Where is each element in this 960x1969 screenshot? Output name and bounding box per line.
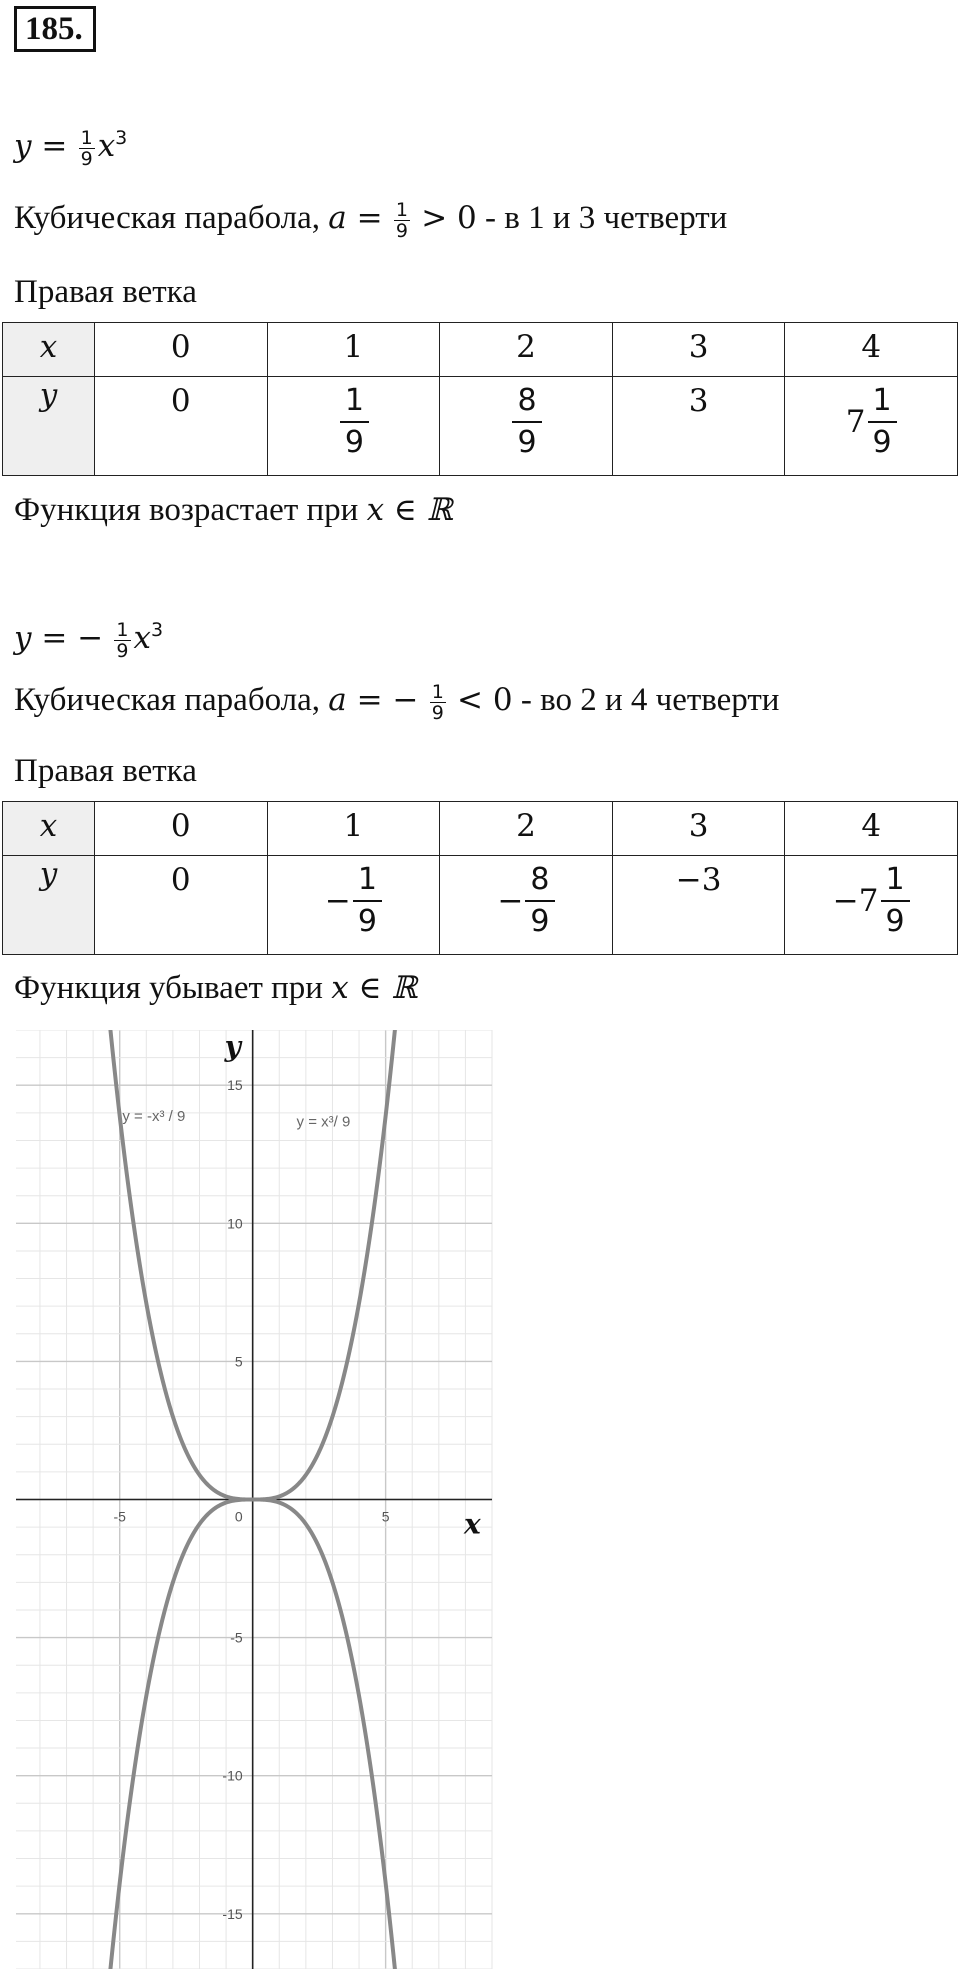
y-header: y (3, 377, 95, 476)
x-value-cell: 2 (440, 802, 613, 856)
formula-1: y = $\frac{1}{9}$ $x^3$ (14, 126, 128, 170)
table-row-x (3, 323, 958, 377)
table-row-x (3, 802, 958, 856)
y-value-cell: − 1 9 (267, 856, 440, 955)
conclusion-1: Функция возрастает при x ∈ ℝ (14, 492, 453, 528)
series-label-1: y = x³/ 9 (296, 1113, 351, 1131)
description-2: Кубическая парабола, a = − $\frac{1}{9}$ < 0 - во 2 и 4 четверти (14, 680, 780, 724)
branch-label-2: Правая ветка (14, 753, 197, 789)
y-tick-label: 15 (227, 1077, 243, 1094)
y-tick-label: -10 (222, 1767, 243, 1784)
x-value-cell: 3 (612, 323, 785, 377)
y-header: y (3, 856, 95, 955)
formula-2: y = − $\frac{1}{9}$ $x^3$ (14, 618, 164, 662)
x-value-cell: 4 (785, 323, 958, 377)
origin-label: 0 (234, 1508, 243, 1525)
y-value-cell: 7 1 9 (785, 377, 958, 476)
x-tick-label: -5 (113, 1508, 126, 1525)
y-tick-label: 5 (234, 1353, 243, 1370)
series-label-2: y = -x³ / 9 (122, 1108, 186, 1126)
y-tick-label: -5 (230, 1629, 243, 1646)
y-tick-label: -15 (222, 1905, 243, 1922)
x-value-cell: 4 (785, 802, 958, 856)
y-value-cell: 0 (95, 377, 268, 476)
x-value-cell: 0 (95, 323, 268, 377)
description-1: Кубическая парабола, a = $\frac{1}{9}$ > 0 - в 1 и 3 четверти (14, 198, 728, 242)
branch-label-1: Правая ветка (14, 274, 197, 310)
y-value-cell: 1 9 (267, 377, 440, 476)
y-value-cell: 3 (612, 377, 785, 476)
y-tick-label: 10 (227, 1215, 243, 1232)
problem-number: 185. (14, 6, 96, 52)
x-tick-label: 5 (381, 1508, 390, 1525)
x-value-cell: 2 (440, 323, 613, 377)
table-row-y (3, 377, 958, 476)
x-value-cell: 1 (267, 323, 440, 377)
table-row-y (3, 856, 958, 955)
y-value-cell: 0 (95, 856, 268, 955)
y-value-cell: − 7 1 9 (785, 856, 958, 955)
x-value-cell: 0 (95, 802, 268, 856)
value-table-2 (2, 801, 958, 955)
y-axis-label: y (224, 1030, 241, 1063)
x-axis-label: x (464, 1507, 481, 1541)
x-value-cell: 3 (612, 802, 785, 856)
value-table-1 (2, 322, 958, 476)
x-header: x (3, 802, 95, 856)
x-header: x (3, 323, 95, 377)
cubic-graph (0, 1030, 500, 1969)
conclusion-2: Функция убывает при x ∈ ℝ (14, 970, 418, 1006)
y-value-cell: − 8 9 (440, 856, 613, 955)
x-value-cell: 1 (267, 802, 440, 856)
y-value-cell: −3 (612, 856, 785, 955)
y-value-cell: 8 9 (440, 377, 613, 476)
